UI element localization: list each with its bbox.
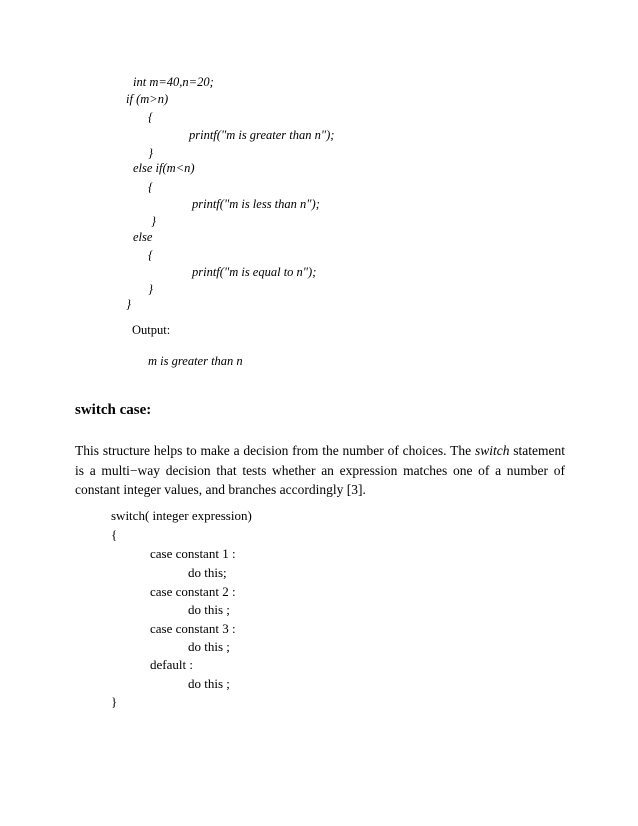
code-line: {	[148, 180, 153, 194]
syntax-line: switch( integer expression)	[111, 508, 252, 523]
code-line: }	[151, 214, 156, 228]
code-line: else	[133, 230, 153, 244]
syntax-line: case constant 3 :	[150, 621, 236, 636]
section-heading: switch case:	[75, 402, 152, 418]
code-line: printf("m is less than n");	[192, 197, 320, 211]
output-label: Output:	[132, 323, 171, 337]
code-line: else if(m<n)	[133, 161, 195, 175]
code-line: }	[148, 146, 153, 160]
syntax-line: do this;	[188, 565, 227, 580]
code-line: {	[148, 110, 153, 124]
syntax-line: default :	[150, 657, 193, 672]
code-line: printf("m is greater than n");	[189, 128, 335, 142]
paragraph-text-start: This structure helps to make a decision from the number of choices. The	[75, 443, 475, 458]
syntax-line: case constant 2 :	[150, 584, 236, 599]
output-value: m is greater than n	[148, 354, 243, 368]
code-line: {	[148, 248, 153, 262]
code-line: }	[126, 297, 131, 311]
section-paragraph	[75, 441, 565, 500]
syntax-line: {	[111, 527, 118, 542]
code-line: int m=40,n=20;	[133, 75, 214, 89]
syntax-line: case constant 1 :	[150, 546, 236, 561]
paragraph-text-end: statement is a multi−way decision that tests whether an expression matches one of a number of constant integer values, and branches accordingly [3].	[75, 443, 566, 497]
code-line: printf("m is equal to n");	[192, 265, 317, 279]
paragraph-keyword: switch	[474, 443, 510, 458]
syntax-line: do this ;	[188, 676, 230, 691]
syntax-line: do this ;	[188, 602, 230, 617]
code-line: if (m>n)	[126, 92, 169, 106]
syntax-line: }	[111, 694, 118, 709]
code-line: }	[148, 282, 153, 296]
syntax-line: do this ;	[188, 639, 230, 654]
